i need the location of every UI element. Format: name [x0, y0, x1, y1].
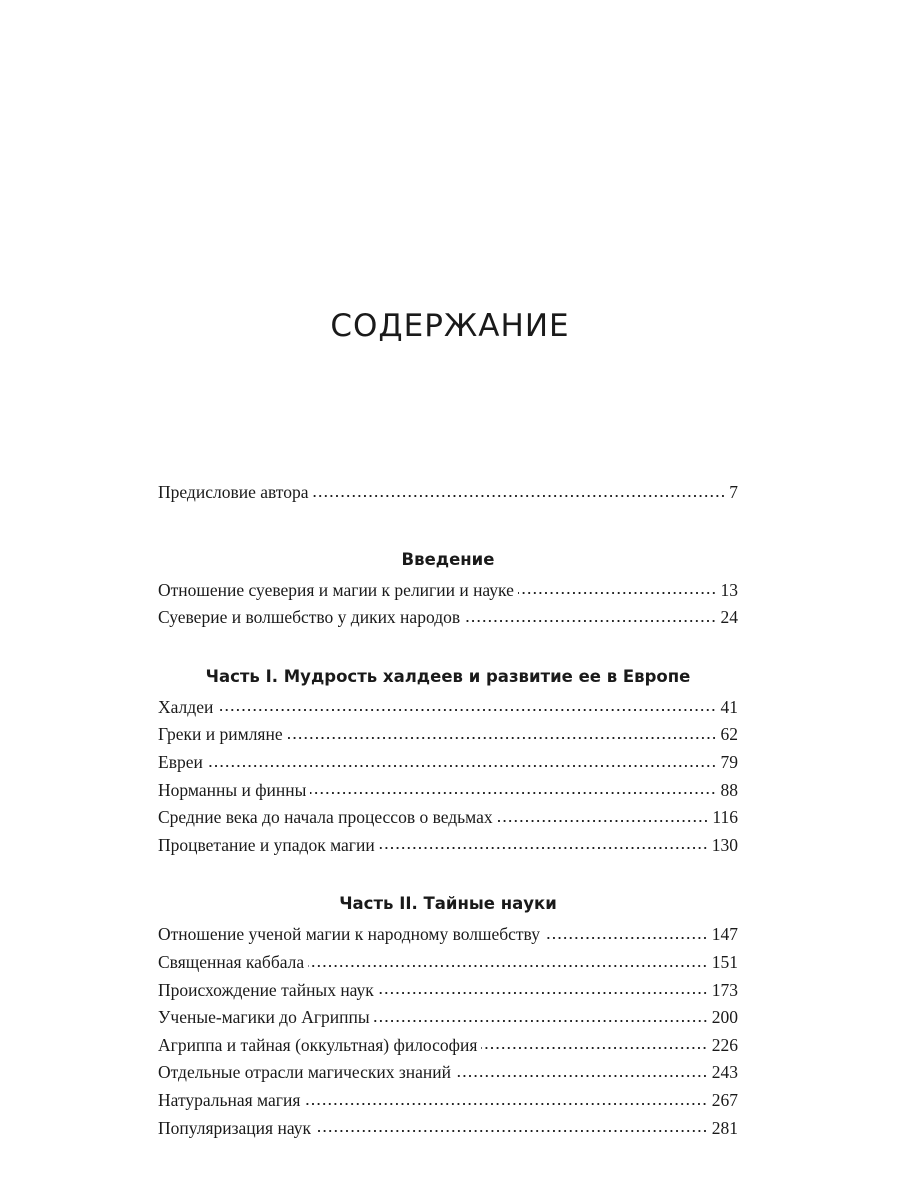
toc-entry[interactable]	[158, 835, 738, 863]
dot-leader	[207, 761, 717, 771]
entry-page: 24	[720, 607, 738, 628]
entry-title: Священная каббала	[158, 951, 305, 972]
entry-page: 173	[711, 979, 738, 1000]
toc-entry[interactable]	[158, 1007, 738, 1035]
dot-leader	[481, 1043, 707, 1053]
dot-leader	[374, 1016, 708, 1026]
dot-leader	[313, 491, 726, 501]
toc-entry[interactable]	[158, 607, 738, 635]
entry-page: 41	[720, 696, 738, 717]
entry-page: 281	[711, 1117, 738, 1138]
dot-leader	[308, 961, 708, 971]
entry-title: Популяризация наук	[158, 1117, 311, 1138]
entry-title: Суеверие и волшебство у диких народов	[158, 607, 461, 628]
dot-leader	[379, 843, 708, 853]
section-heading-part2: Часть II. Тайные науки	[339, 894, 557, 914]
toc-entry[interactable]	[158, 1035, 738, 1063]
dot-leader	[518, 588, 717, 598]
entry-title: Греки и римляне	[158, 724, 283, 745]
toc-entry-preface[interactable]	[158, 482, 738, 510]
toc-entry[interactable]	[158, 1062, 738, 1090]
entry-title: Норманны и финны	[158, 779, 307, 800]
dot-leader	[287, 733, 717, 743]
entry-page: 200	[711, 1007, 738, 1028]
table-of-contents	[158, 482, 738, 1145]
entry-page: 226	[711, 1034, 738, 1055]
entry-title: Халдеи	[158, 696, 214, 717]
entry-page: 62	[720, 724, 738, 745]
entry-title: Евреи	[158, 751, 203, 772]
toc-entry[interactable]	[158, 724, 738, 752]
toc-entry[interactable]	[158, 780, 738, 808]
entry-page: 116	[712, 807, 738, 828]
dot-leader	[378, 988, 708, 998]
toc-entry[interactable]	[158, 980, 738, 1008]
toc-entry[interactable]	[158, 952, 738, 980]
entry-title: Процветание и упадок магии	[158, 834, 375, 855]
entry-title: Средние века до начала процессов о ведьмах	[158, 807, 493, 828]
dot-leader	[544, 933, 708, 943]
dot-leader	[497, 816, 709, 826]
dot-leader	[304, 1099, 707, 1109]
entry-page: 7	[729, 482, 738, 502]
section-heading-part1: Часть I. Мудрость халдеев и развитие ее в Европе	[205, 666, 691, 686]
page-title: СОДЕРЖАНИЕ	[330, 308, 570, 344]
section-heading-introduction: Введение	[401, 549, 495, 569]
dot-leader	[464, 616, 716, 626]
entry-page: 243	[711, 1062, 738, 1083]
entry-page: 267	[711, 1089, 738, 1110]
dot-leader	[310, 788, 716, 798]
entry-page: 79	[720, 751, 738, 772]
entry-title: Отдельные отрасли магических знаний	[158, 1062, 452, 1083]
entry-page: 88	[720, 779, 738, 800]
entry-page: 151	[711, 951, 738, 972]
dot-leader	[315, 1126, 708, 1136]
entry-title: Предисловие автора	[158, 482, 309, 502]
dot-leader	[455, 1071, 708, 1081]
entry-page: 130	[711, 834, 738, 855]
entry-title: Натуральная магия	[158, 1089, 301, 1110]
toc-entry[interactable]	[158, 1118, 738, 1146]
toc-entry[interactable]	[158, 807, 738, 835]
entry-page: 147	[711, 924, 738, 945]
toc-entry[interactable]	[158, 924, 738, 952]
dot-leader	[217, 705, 716, 715]
entry-title: Агриппа и тайная (оккультная) философия	[158, 1034, 478, 1055]
toc-entry[interactable]	[158, 580, 738, 608]
entry-page: 13	[720, 579, 738, 600]
entry-title: Происхождение тайных наук	[158, 979, 374, 1000]
toc-entry[interactable]	[158, 1090, 738, 1118]
entry-title: Отношение суеверия и магии к религии и науке	[158, 579, 514, 600]
toc-entry[interactable]	[158, 697, 738, 725]
toc-entry[interactable]	[158, 752, 738, 780]
entry-title: Отношение ученой магии к народному волшебству	[158, 924, 540, 945]
entry-title: Ученые-магики до Агриппы	[158, 1007, 370, 1028]
